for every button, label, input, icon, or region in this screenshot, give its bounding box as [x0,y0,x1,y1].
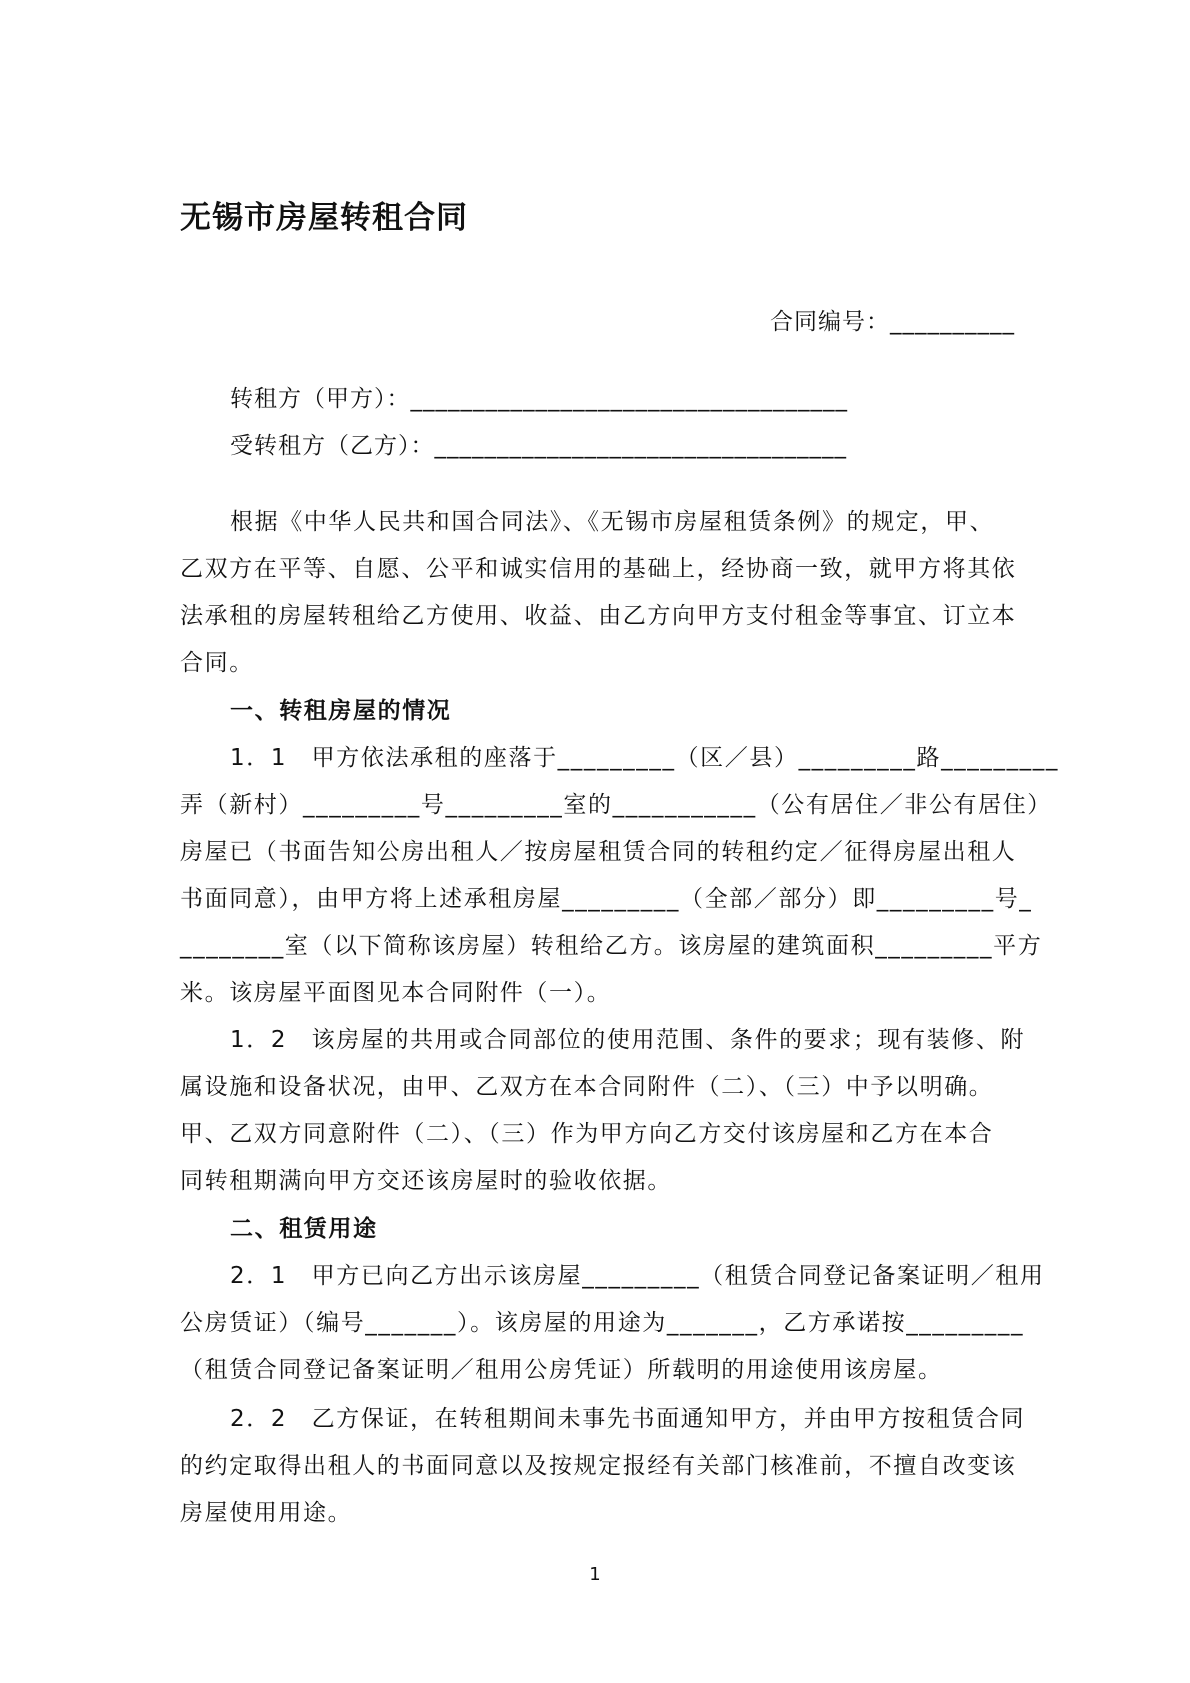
body-line: 属设施和设备状况，由甲、乙双方在本合同附件（二）、（三）中予以明确。 [180,1074,994,1100]
body-line: 乙双方在平等、自愿、公平和诚实信用的基础上，经协商一致，就甲方将其依 [180,556,1017,582]
body-line: 房屋使用用途。 [180,1500,353,1526]
section-heading-1: 一、转租房屋的情况 [230,698,452,724]
body-line: 同转租期满向甲方交还该房屋时的验收依据。 [180,1168,672,1194]
body-line: （租赁合同登记备案证明／租用公房凭证）所载明的用途使用该房屋。 [180,1357,943,1383]
body-line: 1．2 该房屋的共用或合同部位的使用范围、条件的要求；现有装修、附 [230,1027,1026,1053]
body-line: ________室（以下简称该房屋）转租给乙方。该房屋的建筑面积_________平方 [180,933,1043,959]
party-a-line: 转租方（甲方）：___________________________________ [230,386,848,412]
body-line: 弄（新村）_________号_________室的___________（公有居住／非公有居住） [180,792,1052,818]
body-line: 合同。 [180,650,254,676]
body-line: 书面同意），由甲方将上述承租房屋_________（全部／部分）即_________号_ [180,886,1033,912]
body-line: 米。该房屋平面图见本合同附件（一）。 [180,980,612,1006]
body-line: 甲、乙双方同意附件（二）、（三）作为甲方向乙方交付该房屋和乙方在本合 [180,1121,994,1147]
body-line: 1．1 甲方依法承租的座落于_________（区／县）_________路_________ [230,745,1059,771]
body-line: 公房赁证）（编号_______）。该房屋的用途为_______，乙方承诺按_________ [180,1310,1025,1336]
section-heading-2: 二、租赁用途 [230,1216,378,1242]
body-line: 2．2 乙方保证，在转租期间未事先书面通知甲方，并由甲方按租赁合同 [230,1406,1026,1432]
contract-number: 合同编号：__________ [770,309,1015,335]
body-line: 房屋已（书面告知公房出租人／按房屋租赁合同的转租约定／征得房屋出租人 [180,839,1017,865]
page-number: 1 [589,1564,601,1585]
body-line: 根据《中华人民共和国合同法》、《无锡市房屋租赁条例》的规定，甲、 [230,509,995,535]
document-title: 无锡市房屋转租合同 [180,200,468,236]
party-b-line: 受转租方（乙方）：_________________________________ [230,433,847,459]
body-line: 2．1 甲方已向乙方出示该房屋_________（租赁合同登记备案证明／租用 [230,1263,1045,1289]
body-line: 法承租的房屋转租给乙方使用、收益、由乙方向甲方支付租金等事宜、订立本 [180,603,1017,629]
body-line: 的约定取得出租人的书面同意以及按规定报经有关部门核准前，不擅自改变该 [180,1453,1017,1479]
